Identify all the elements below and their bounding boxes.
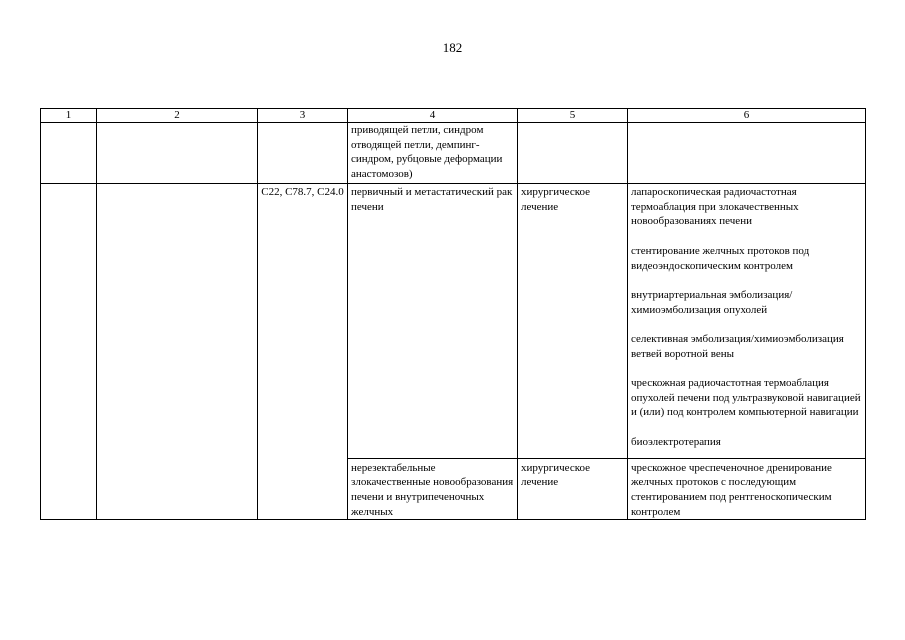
- icd-codes-cell: [258, 184, 348, 520]
- table-cell: [348, 184, 518, 459]
- table-cell: [348, 123, 518, 184]
- table-cell: [97, 123, 258, 184]
- method-item: внутриартериальная эмболизация/химиоэмболизация опухолей: [631, 288, 793, 316]
- column-header: 6: [628, 109, 866, 123]
- column-header: 1: [41, 109, 97, 123]
- table-header-row: [41, 109, 866, 123]
- table-cell: [518, 184, 628, 459]
- column-header: 4: [348, 109, 518, 123]
- method-item: лапароскопическая радиочастотная термоаблация при злокачественных новообразованиях печени: [631, 186, 799, 228]
- table-cell: [628, 123, 866, 184]
- treatment-type-text: хирургическое лечение: [521, 461, 591, 489]
- table-cell: [97, 184, 258, 520]
- table-cell: [628, 458, 866, 520]
- table-cell: [258, 123, 348, 184]
- table-cell: [518, 458, 628, 520]
- method-item: стентирование желчных протоков под видеоэндоскопическим контролем: [631, 244, 810, 272]
- treatment-type-text: хирургическое лечение: [521, 186, 591, 213]
- table-cell: [518, 123, 628, 184]
- column-header: 2: [97, 109, 258, 123]
- table-cell: [348, 458, 518, 520]
- table-cell: [628, 184, 866, 459]
- method-item: чрескожная радиочастотная термоаблация опухолей печени под ультразвуковой навигацией и (или) под контролем компьютерной навигации: [631, 377, 861, 419]
- page-number: 182: [442, 40, 463, 55]
- table-cell: [41, 123, 97, 184]
- diagnosis-text: нерезектабельные злокачественные новообразования печени и внутрипеченочных желчных: [351, 461, 514, 518]
- method-item: биоэлектротерапия: [631, 435, 721, 448]
- column-header: 3: [258, 109, 348, 123]
- table-row: [41, 123, 866, 184]
- table-row: [41, 184, 866, 459]
- table-cell: [41, 184, 97, 520]
- method-item: чрескожное чреспеченочное дренирование желчных протоков с последующим стентированием под рентгеноскопическим контролем: [631, 461, 832, 518]
- method-item: селективная эмболизация/химиоэмболизация ветвей воротной вены: [631, 332, 844, 360]
- column-header: 5: [518, 109, 628, 123]
- diagnosis-text: первичный и метастатический рак печени: [351, 186, 513, 213]
- medical-procedures-table: [40, 108, 866, 520]
- diagnosis-text: приводящей петли, синдром отводящей петли, демпинг-синдром, рубцовые деформации анастомозов): [351, 124, 503, 181]
- icd-codes-text: C22, C78.7, C24.0: [261, 186, 344, 198]
